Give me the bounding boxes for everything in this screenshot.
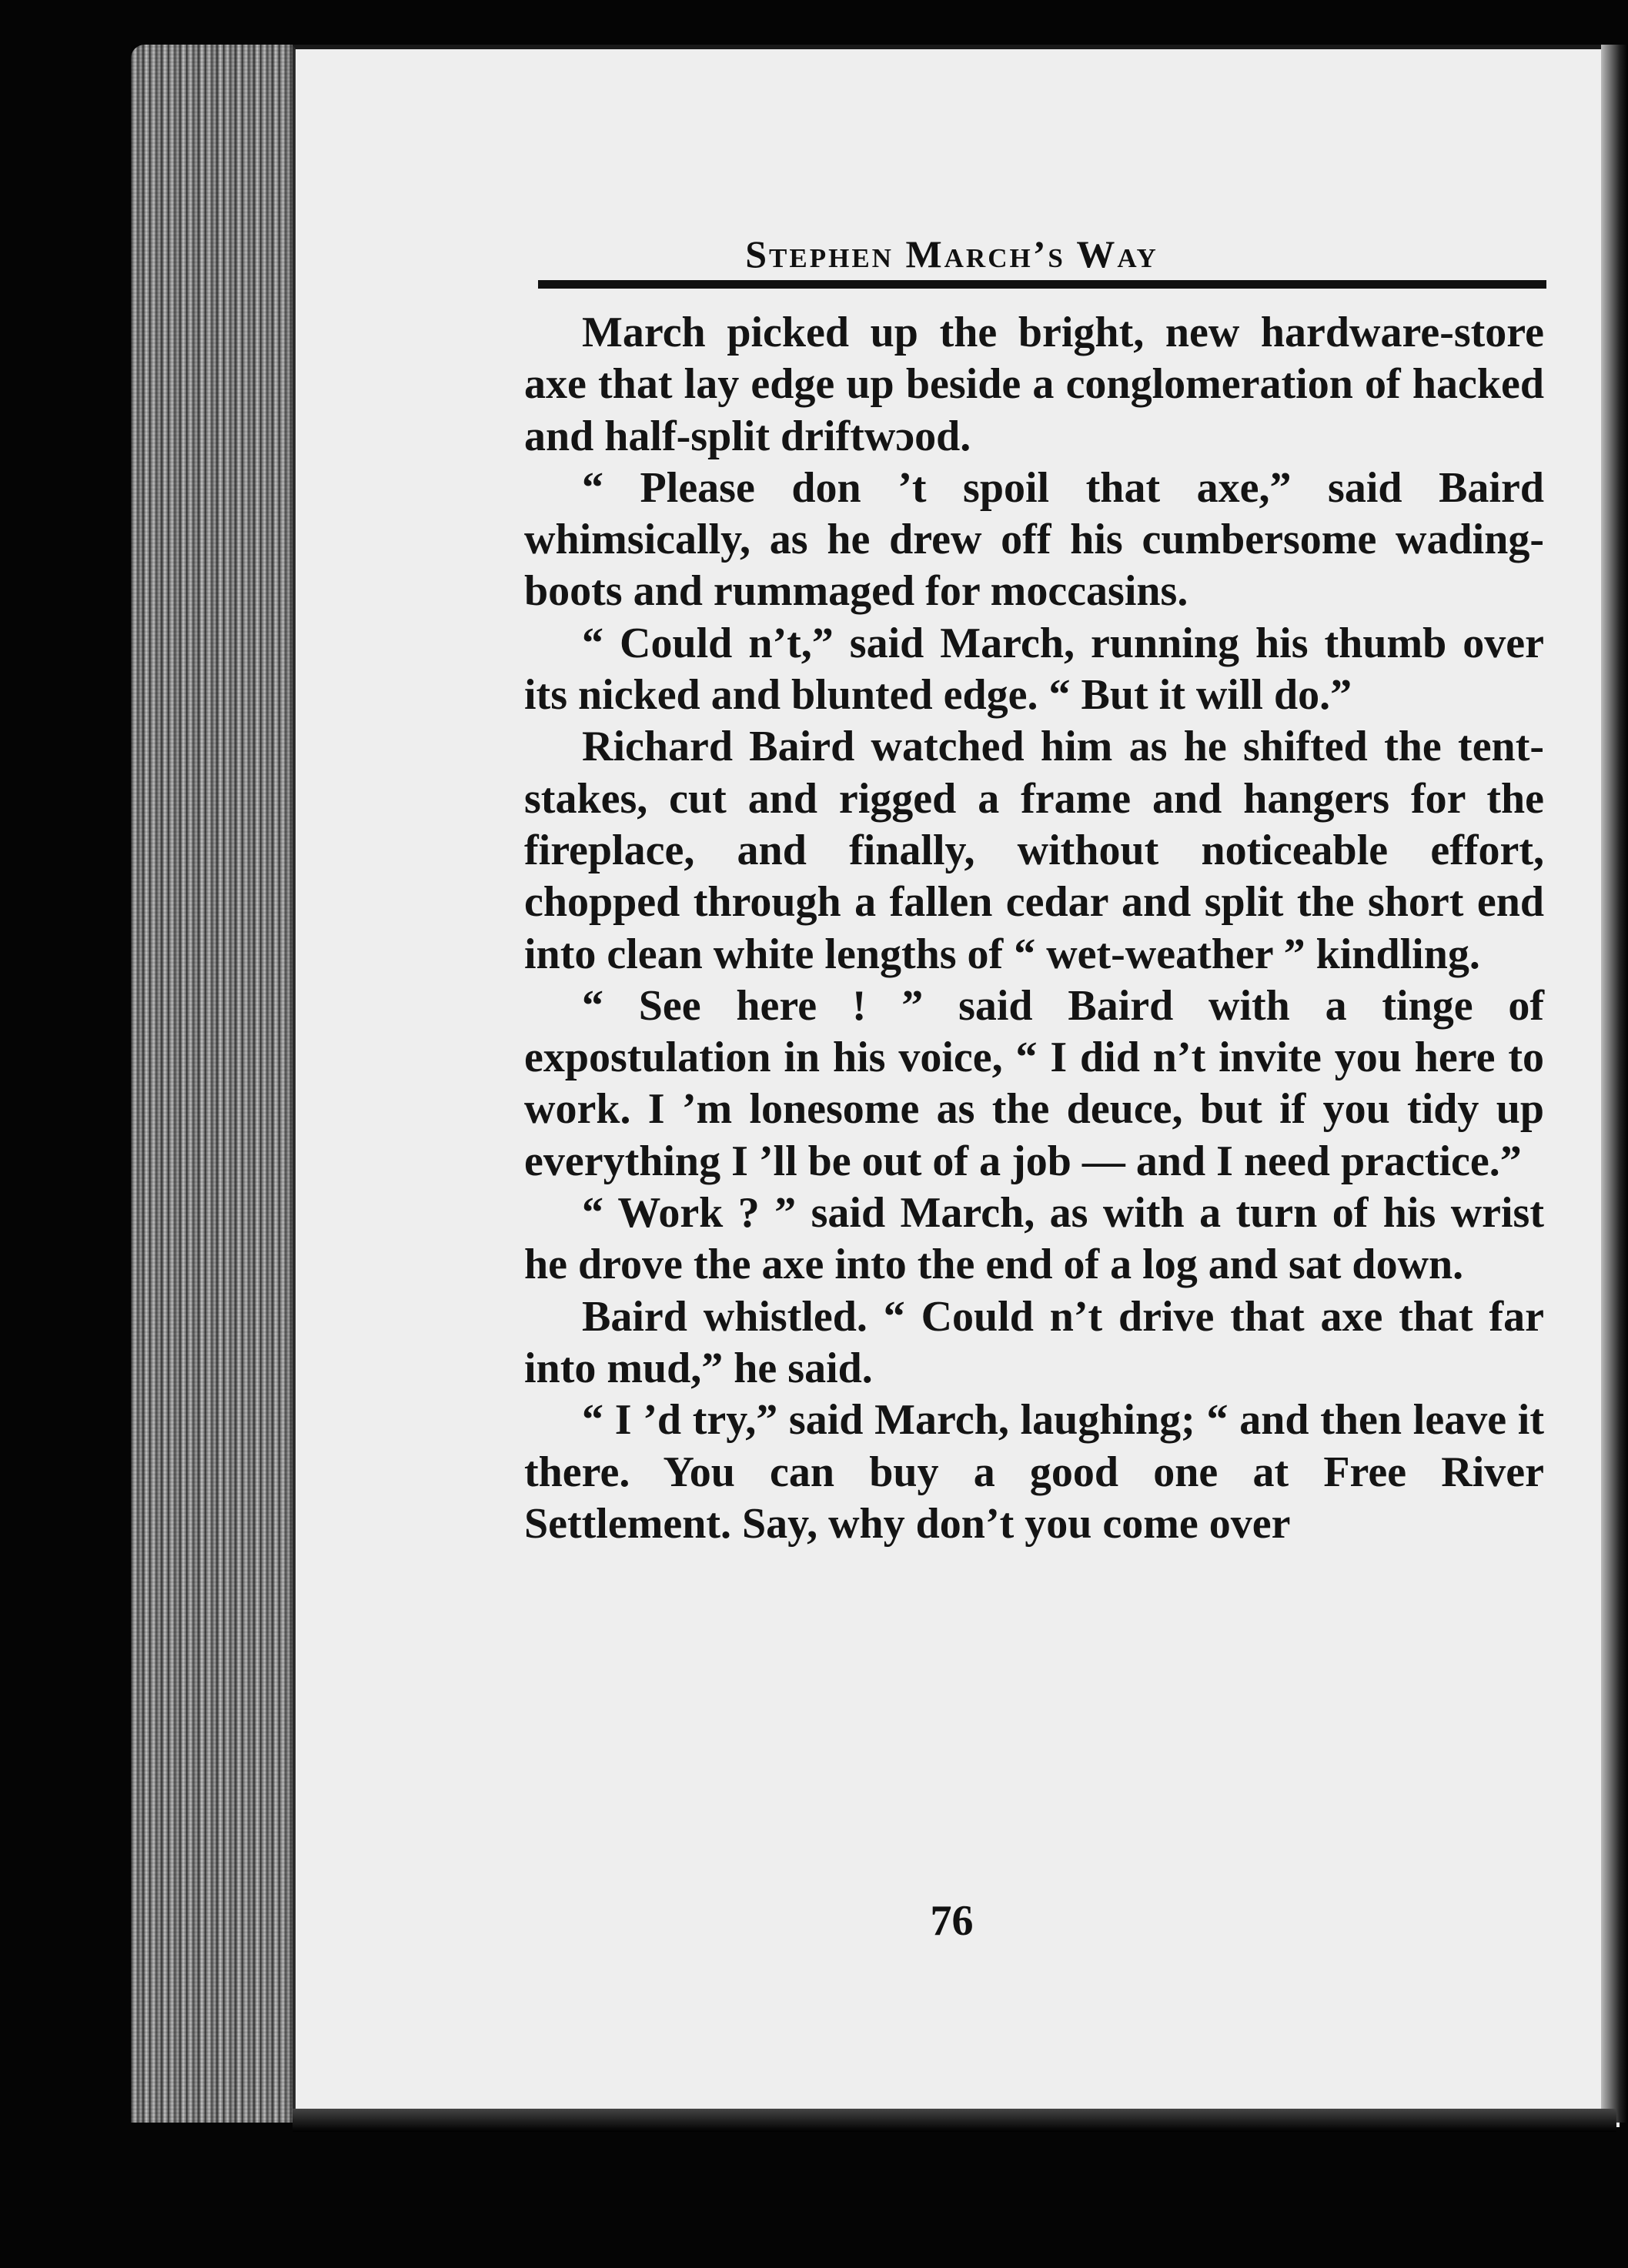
page-bottom-edge bbox=[293, 2109, 1616, 2132]
paragraph: “ Could n’t,” said March, running his thumb over its nicked and blunted edge. “ But it will do.” bbox=[524, 619, 1544, 720]
book-page-edges bbox=[131, 45, 300, 2123]
paragraph: “ Please don ’t spoil that axe,” said Baird whimsically, as he drew off his cumbersome wading-boots and rummaged for moccasins. bbox=[524, 463, 1544, 616]
book-page bbox=[293, 45, 1620, 2127]
paragraph: “ See here ! ” said Baird with a tinge of expostulation in his voice, “ I did n’t invite you here to work. I ’m lonesome as the deuce, but if you tidy up everything I ’ll be out of a job — and I need practice.” bbox=[524, 981, 1544, 1185]
paragraph: “ I ’d try,” said March, laughing; “ and then leave it there. You can buy a good one at Free River Settlement. Say, why don’t you come over bbox=[524, 1396, 1544, 1548]
paragraph: “ Work ? ” said March, as with a turn of his wrist he drove the axe into the end of a log and sat down. bbox=[524, 1189, 1544, 1289]
paragraph: March picked up the bright, new hardware-store axe that lay edge up beside a conglomeration of hacked and half-split driftwɔod. bbox=[524, 309, 1544, 460]
page-number: 76 bbox=[930, 1897, 974, 1945]
header-rule bbox=[538, 280, 1546, 289]
page-right-edge bbox=[1601, 45, 1628, 2123]
body-text bbox=[524, 307, 1544, 1550]
running-head: Stephen March’s Way bbox=[745, 232, 1158, 276]
paragraph: Richard Baird watched him as he shifted the tent-stakes, cut and rigged a frame and hangers for the fireplace, and finally, without noticeable effort, chopped through a fallen cedar and split the short end into clean white lengths of “ wet-weather ” kindling. bbox=[524, 723, 1544, 978]
paragraph: Baird whistled. “ Could n’t drive that axe that far into mud,” he said. bbox=[524, 1292, 1544, 1392]
